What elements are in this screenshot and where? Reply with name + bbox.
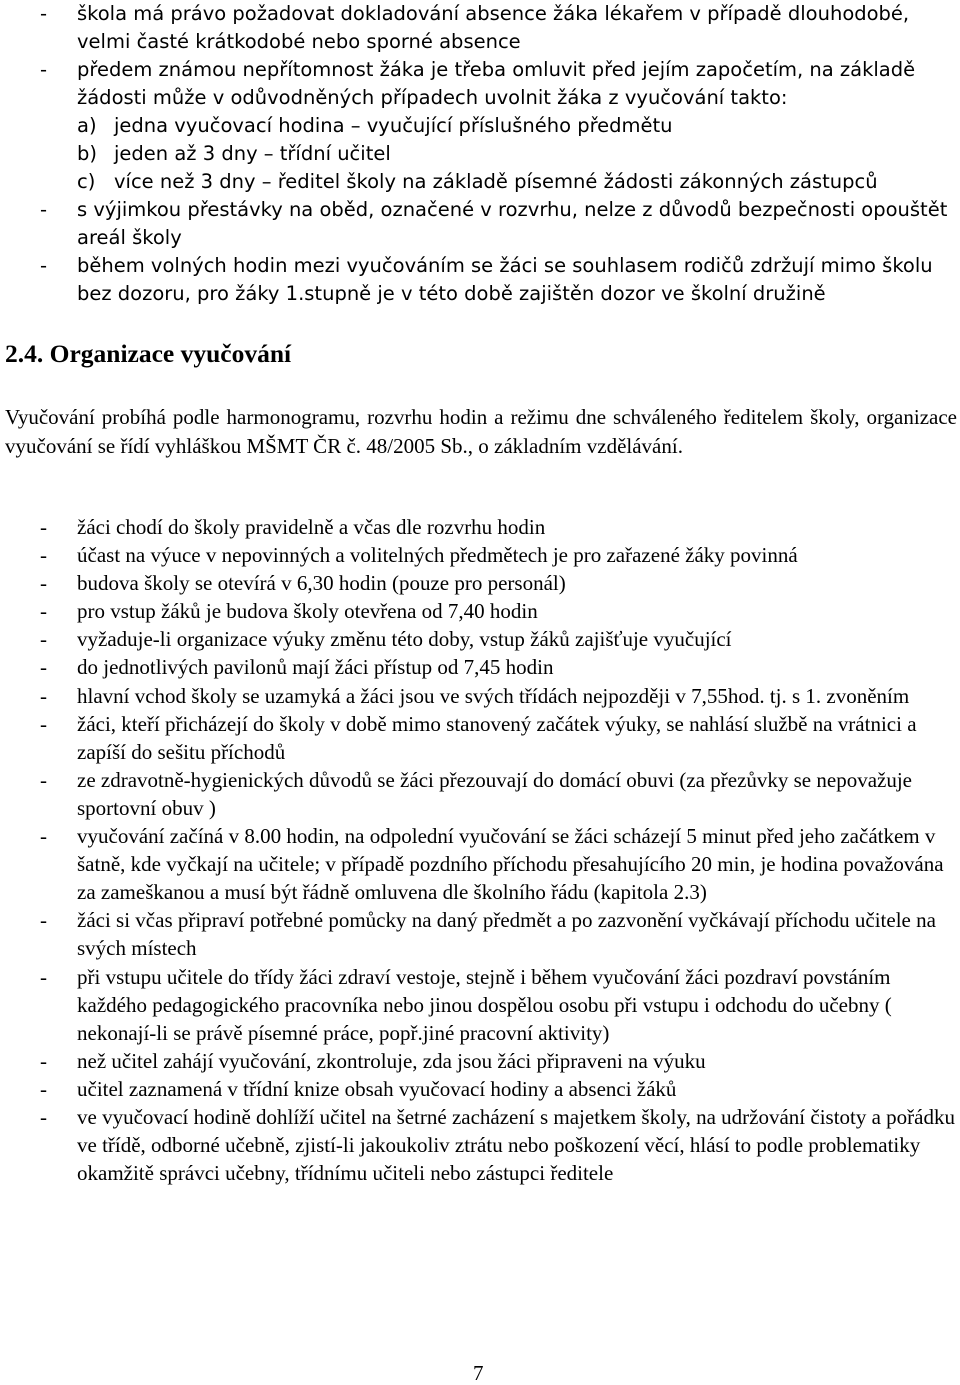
list-marker: - (40, 683, 47, 708)
list-item-text: ze zdravotně-hygienických důvodů se žáci přezouvají do domácí obuvi (za přezůvky se nepovažuje sportovní obuv ) (77, 767, 912, 820)
list-item (0, 196, 960, 252)
list-item-text: účast na výuce v nepovinných a volitelných předmětech je pro zařazené žáky povinná (77, 543, 798, 568)
list-item (0, 963, 960, 1047)
list-item-text: vyžaduje-li organizace výuky změnu této doby, vstup žáků zajišťuje vyučující (77, 627, 732, 652)
section-intro-paragraph: Vyučování probíhá podle harmonogramu, rozvrhu hodin a režimu dne schváleného ředitelem školy, organizace vyučování se řídí vyhláškou MŠMT ČR č. 48/2005 Sb., o základním vzdělávání. (5, 405, 957, 458)
list-item (0, 56, 960, 112)
sub-list-item-text: jedna vyučovací hodina – vyučující příslušného předmětu (114, 114, 673, 137)
sub-list-item (0, 168, 960, 196)
list-item-text: pro vstup žáků je budova školy otevřena od 7,40 hodin (77, 599, 538, 624)
list-marker: - (40, 627, 47, 652)
list-item (0, 597, 960, 625)
list-marker: - (40, 58, 48, 81)
list-item (0, 1103, 960, 1187)
list-marker: - (40, 599, 47, 624)
list-item-text: učitel zaznamená v třídní knize obsah vyučovací hodiny a absenci žáků (77, 1076, 677, 1101)
list-item-text: škola má právo požadovat dokladování absence žáka lékařem v případě dlouhodobé, velmi časté krátkodobé nebo sporné absence (77, 2, 910, 53)
list-marker: - (40, 1104, 47, 1129)
list-marker: - (40, 711, 47, 736)
list-item-text: žáci, kteří přicházejí do školy v době mimo stanovený začátek výuky, se nahlásí službě na vrátnici a zapíší do sešitu příchodů (77, 711, 917, 764)
list-item-text: hlavní vchod školy se uzamyká a žáci jsou ve svých třídách nejpozději v 7,55hod. tj. s 1. zvoněním (77, 683, 910, 708)
list-item-text: během volných hodin mezi vyučováním se žáci se souhlasem rodičů zdržují mimo školu bez dozoru, pro žáky 1.stupně je v této době zajištěn dozor ve školní družině (77, 254, 933, 305)
list-item (0, 1075, 960, 1103)
list-marker: - (40, 515, 47, 539)
list-item-text: žáci si včas připraví potřebné pomůcky na daný předmět a po zazvonění vyčkávají příchodu učitele na svých místech (77, 908, 936, 961)
sub-list-item-text: více než 3 dny – ředitel školy na základě písemné žádosti zákonných zástupců (114, 170, 878, 193)
list-item (0, 625, 960, 653)
list-marker: - (40, 1076, 47, 1101)
list-item (0, 0, 960, 56)
list-item-text: vyučování začíná v 8.00 hodin, na odpolední vyučování se žáci scházejí 5 minut před jeho začátkem v šatně, kde vyčkají na učitele; v případě pozdního příchodu přesahujícího 20 min, je hodina považována za zameškanou a musí být řádně omluvena dle školního řádu (kapitola 2.3) (77, 824, 944, 905)
list-item (0, 906, 960, 962)
list-item (0, 653, 960, 681)
list-marker: - (40, 908, 47, 933)
list-item (0, 710, 960, 766)
list-item-text: do jednotlivých pavilonů mají žáci přístup od 7,45 hodin (77, 655, 554, 680)
section-heading: 2.4. Organizace vyučování (5, 339, 292, 368)
organization-rules-list (0, 513, 960, 1187)
list-item-text: než učitel zahájí vyučování, zkontroluje, zda jsou žáci připraveni na výuku (77, 1048, 706, 1073)
list-item-text: ve vyučovací hodině dohlíží učitel na šetrné zacházení s majetkem školy, na udržování čistoty a pořádku ve třídě, odborné učebně, zjistí-li jakoukoliv ztrátu nebo poškození věcí, hlásí to podle problematiky okamžitě správci učebny, třídnímu učiteli nebo zástupci ředitele (77, 1104, 956, 1186)
sub-list-marker: c) (77, 170, 96, 193)
list-item-text: při vstupu učitele do třídy žáci zdraví vestoje, stejně i během vyučování žáci pozdraví povstáním každého pedagogického pracovníka nebo jinou dospělou osobu při vstupu i odchodu do učebny ( nekonají-li se právě písemné práce, popř.jiné pracovní aktivity) (77, 964, 892, 1045)
list-marker: - (40, 2, 48, 25)
sub-list-item-text: jeden až 3 dny – třídní učitel (114, 142, 391, 165)
list-marker: - (40, 655, 47, 680)
list-item-text: s výjimkou přestávky na oběd, označené v rozvrhu, nelze z důvodů bezpečnosti opouštět areál školy (77, 198, 948, 249)
list-item (0, 569, 960, 597)
absence-rules-list (0, 0, 960, 308)
list-item (0, 1047, 960, 1075)
list-marker: - (40, 543, 47, 568)
list-item-text: budova školy se otevírá v 6,30 hodin (pouze pro personál) (77, 571, 566, 596)
list-marker: - (40, 767, 47, 792)
list-item-text: předem známou nepřítomnost žáka je třeba omluvit před jejím započetím, na základě žádosti může v odůvodněných případech uvolnit žáka z vyučování takto: (77, 58, 916, 109)
sub-list-item (0, 140, 960, 168)
list-item (0, 822, 960, 906)
list-marker: - (40, 1048, 47, 1073)
list-item (0, 252, 960, 308)
list-item-text: žáci chodí do školy pravidelně a včas dle rozvrhu hodin (77, 515, 546, 539)
sub-list-item (0, 112, 960, 140)
list-item (0, 513, 960, 541)
list-marker: - (40, 198, 48, 221)
list-marker: - (40, 254, 48, 277)
list-item (0, 541, 960, 569)
page-number: 7 (473, 1361, 484, 1385)
sub-list-marker: b) (77, 142, 97, 165)
list-marker: - (40, 964, 47, 989)
list-marker: - (40, 571, 47, 596)
list-marker: - (40, 824, 47, 849)
list-item (0, 682, 960, 710)
list-item (0, 766, 960, 822)
sub-list-marker: a) (77, 114, 97, 137)
